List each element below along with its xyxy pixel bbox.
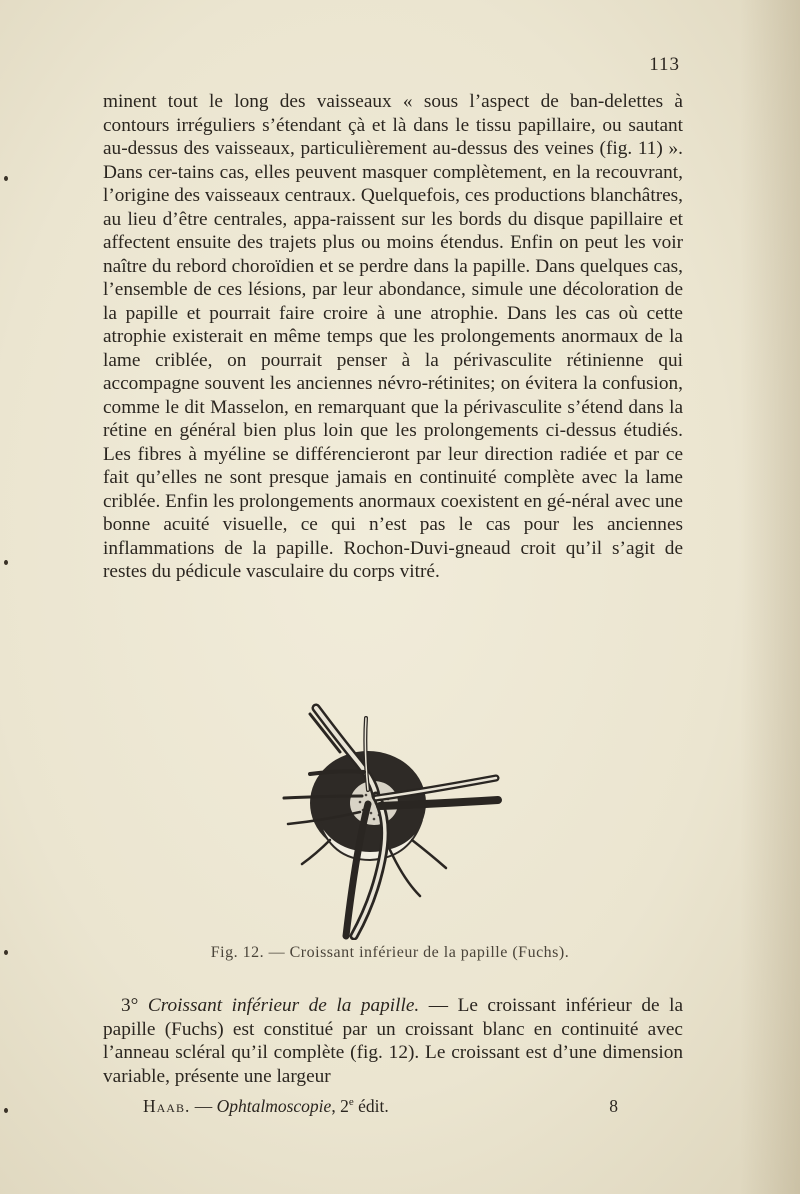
figure-fundus-illustration xyxy=(270,700,520,940)
footer-edition-sup: e xyxy=(348,1096,354,1109)
body-line: néral avec une bonne acuité visuelle, ce qui n’est pas le cas xyxy=(103,490,683,535)
footer-edition-word: édit. xyxy=(358,1096,389,1116)
body-line: des trajets plus ou moins étendus. Enfin on peut les voir xyxy=(237,232,684,253)
body-line: ces productions blanchâtres, au lieu d’être centrales, appa- xyxy=(103,185,683,230)
footer-edition-sep: , xyxy=(331,1096,336,1116)
margin-speck xyxy=(4,176,8,181)
section-number: 3° xyxy=(121,995,139,1016)
footer-edition-num: 2 xyxy=(340,1096,349,1116)
body-line: le tissu papillaire, ou sautant au-dessus des vaisseaux, xyxy=(103,114,683,159)
margin-speck xyxy=(4,950,8,955)
footer-signature: 8 xyxy=(609,1096,618,1116)
section-line: croissant est d’une dimension variable, présente une largeur xyxy=(103,1042,683,1087)
body-line: ne sont presque jamais en continuité complète avec la lame xyxy=(204,467,683,488)
section-line: de la papille (Fuchs) est constitué par un croissant blanc en xyxy=(103,995,683,1040)
page-footer xyxy=(143,1096,618,1117)
section-line: Le croissant inférieur xyxy=(457,995,632,1016)
body-line: accompagne souvent les anciennes névro-rétinites; on évitera xyxy=(103,373,578,394)
body-paragraph xyxy=(103,90,683,584)
body-line: que les prolongements ci-dessus étudiés. Les fibres à myéline xyxy=(103,420,683,465)
body-line: quelques cas, l’ensemble de ces lésions, par leur abondance, xyxy=(103,255,683,300)
body-line: corps vitré. xyxy=(353,561,440,582)
body-line: particulièrement au-dessus des veines (fig. 11) ». Dans cer- xyxy=(103,138,683,183)
section-title: Croissant inférieur de la papille. xyxy=(147,995,420,1016)
body-line: raissent sur les bords du disque papillaire et affectent ensuite xyxy=(103,208,683,253)
footer-title: Ophtalmoscopie xyxy=(216,1096,332,1116)
body-line: gneaud croit qu’il s’agit de restes du pédicule vasculaire du xyxy=(103,537,684,582)
section-paragraph xyxy=(103,994,683,1088)
section-line: continuité avec l’anneau scléral qu’il complète (fig. 12). Le xyxy=(103,1018,683,1063)
margin-speck xyxy=(4,560,8,565)
footer-dash: — xyxy=(194,1096,213,1116)
body-line: simule une décoloration de la papille et pourrait faire croire xyxy=(103,279,684,324)
body-line: tains cas, elles peuvent masquer complètement, en la xyxy=(177,161,591,183)
section-dash: — xyxy=(428,995,449,1016)
footer-citation xyxy=(143,1096,389,1117)
body-line: même temps que les prolongements anormaux de la lame xyxy=(103,326,683,371)
body-line: delettes à contours irréguliers s’étendant çà et là dans xyxy=(103,91,683,136)
body-lines xyxy=(103,90,683,584)
body-line: à une atrophie. Dans les cas où cette atrophie existerait en xyxy=(103,302,683,347)
body-line: criblée, on pourrait penser à la périvasculite rétinienne qui xyxy=(155,349,683,371)
body-line: se différencieront par leur direction radiée et par ce fait qu’elles xyxy=(103,443,683,488)
body-line: naître du rebord choroïdien et se perdre dans la papille. Dans xyxy=(103,255,575,277)
footer-author: Haab. xyxy=(143,1096,191,1116)
page-edge-shadow xyxy=(740,0,800,1194)
page-number: 113 xyxy=(649,54,680,75)
body-line: périvasculite s’étend dans la rétine en général bien plus loin xyxy=(103,396,684,441)
body-line: recouvrant, l’origine des vaisseaux centraux. Quelquefois, xyxy=(103,161,683,206)
body-line: la confusion, comme le dit Masselon, en remarquant que la xyxy=(103,373,684,418)
body-line: criblée. Enfin les prolongements anormaux coexistent en gé- xyxy=(103,490,572,512)
body-line: pour les anciennes inflammations de la papille. Rochon-Duvi- xyxy=(103,514,684,559)
figure-caption: Fig. 12. — Croissant inférieur de la papille (Fuchs). xyxy=(210,944,570,961)
body-line: minent tout le long des vaisseaux « sous l’aspect de ban- xyxy=(103,91,605,112)
margin-speck xyxy=(4,1108,8,1113)
